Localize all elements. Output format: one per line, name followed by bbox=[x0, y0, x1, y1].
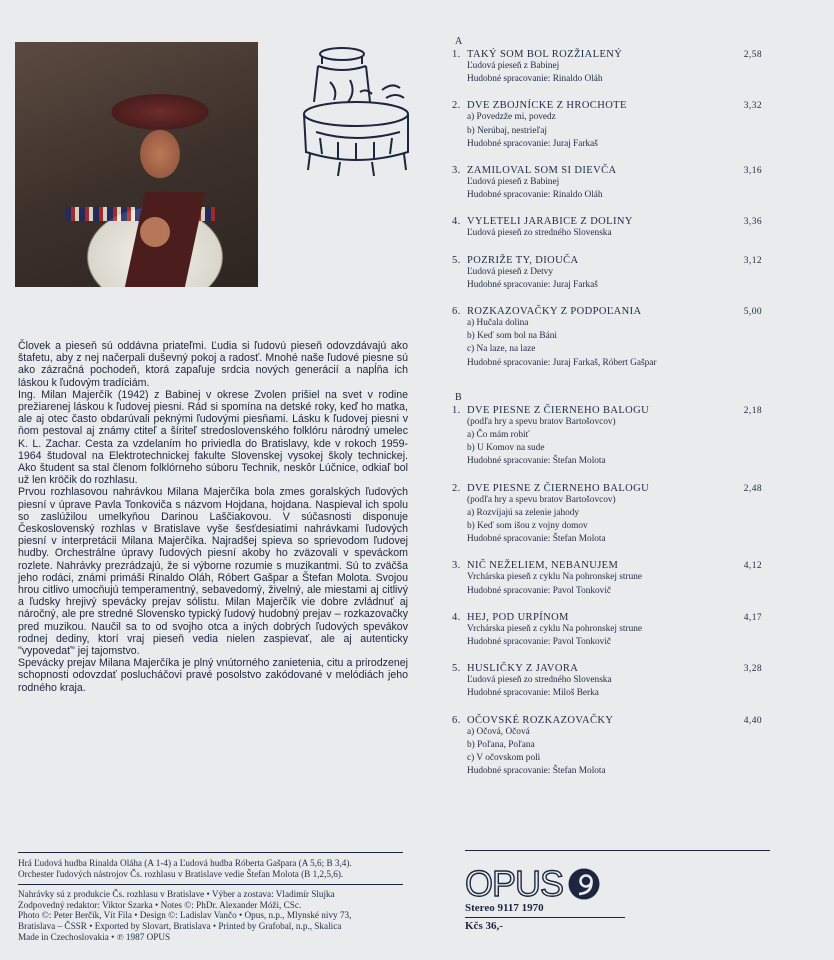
track-detail-line: a) Očová, Očová bbox=[467, 726, 530, 737]
track-title: NIČ NEŽELIEM, NEBANUJEM bbox=[467, 560, 619, 572]
track-detail-line: a) Čo mám robiť bbox=[467, 430, 530, 441]
track-header bbox=[452, 483, 782, 494]
track-detail-line: Hudobné spracovanie: Juraj Farkaš, Róbert Gašpar bbox=[467, 357, 657, 368]
track-detail-line: b) Keď som bol na Báni bbox=[467, 331, 557, 342]
opus-logo bbox=[465, 863, 601, 905]
track-title: TAKÝ SOM BOL ROZŽIALENÝ bbox=[467, 49, 623, 60]
track-title: HEJ, POD URPÍNOM bbox=[467, 611, 569, 623]
opus-logo-mark-icon bbox=[567, 867, 601, 901]
divider bbox=[18, 884, 403, 885]
track-item bbox=[452, 715, 782, 779]
track-number: 6. bbox=[452, 714, 461, 726]
track-number: 4. bbox=[452, 611, 461, 623]
track-item bbox=[452, 255, 782, 292]
track-title: DVE PIESNE Z ČIERNEHO BALOGU bbox=[467, 404, 650, 416]
track-number: 6. bbox=[452, 306, 461, 318]
credit-line: Bratislava – ČSSR • Exported by Slovart, Bratislava • Printed by Grafobal, n.p., Skalica bbox=[18, 920, 342, 931]
track-header bbox=[452, 663, 782, 674]
track-detail-line: Ľudová pieseň z Detvy bbox=[467, 266, 553, 277]
track-number: 3. bbox=[452, 560, 461, 572]
track-detail-line: Hudobné spracovanie: Juraj Farkaš bbox=[467, 138, 598, 149]
credit-line: Zodpovedný redaktor: Viktor Szarka • Notes ©: PhDr. Alexander Móži, CSc. bbox=[18, 899, 302, 910]
stove-sketch-illustration bbox=[300, 42, 412, 177]
track-number: 2. bbox=[452, 482, 461, 494]
track-header bbox=[452, 49, 782, 60]
track-number: 2. bbox=[452, 100, 461, 112]
track-title: ZAMILOVAL SOM SI DIEVČA bbox=[467, 165, 617, 177]
track-item bbox=[452, 612, 782, 649]
catalog-number: Stereo 9117 1970 bbox=[465, 902, 544, 914]
track-title: VYLETELI JARABICE Z DOLINY bbox=[467, 216, 633, 228]
track-detail-line: Ľudová pieseň z Babinej bbox=[467, 61, 560, 71]
track-title: DVE PIESNE Z ČIERNEHO BALOGU bbox=[467, 482, 650, 494]
credit-line: Orchester ľudových nástrojov Čs. rozhlasu v Bratislave vedie Štefan Molota (B 1,2,5,6). bbox=[18, 868, 344, 879]
track-number: 5. bbox=[452, 663, 461, 675]
track-duration: 3,36 bbox=[743, 217, 762, 228]
track-detail-line: Hudobné spracovanie: Miloš Berka bbox=[467, 688, 599, 699]
side-b-label: B bbox=[455, 391, 462, 403]
track-detail-line: Hudobné spracovanie: Štefan Molota bbox=[467, 534, 606, 545]
track-detail-line: c) V očovskom poli bbox=[467, 753, 541, 764]
track-item bbox=[452, 216, 782, 240]
track-item bbox=[452, 49, 782, 86]
track-detail-line: (podľa hry a spevu bratov Bartošovcov) bbox=[467, 416, 616, 427]
track-header bbox=[452, 165, 782, 176]
side-b-tracks bbox=[452, 405, 782, 779]
track-duration: 5,00 bbox=[743, 307, 762, 318]
liner-paragraph: Ing. Milan Majerčík (1942) z Babinej v okrese Zvolen prišiel na svet v rodine prežiarenej láskou k ľudovej piesni. Rád si spomína na detské roky, keď ho matka, ale aj otec často obdarúvali peknými ľudovými piesňami. Lásku k ľudovej piesni v ňom pestoval aj známy ctiteľ a šíriteľ stredoslovenského folklóru národný umelec K. L. Zachar. Cesta za vzdelaním ho priviedla do Bratislavy, kde v rokoch 1959-1964 študoval na Elektrotechnickej fakulte Slovenskej vysokej školy technickej. Ako študent sa stal členom folklórneho súboru Technik, neskôr Lúčnice, odkiaľ bol už len kröčik do rozhlasu. bbox=[18, 388, 408, 487]
track-header bbox=[452, 306, 782, 317]
track-detail-line: b) Poľana, Poľana bbox=[467, 739, 535, 750]
track-number: 4. bbox=[452, 216, 461, 228]
track-detail-line: (podľa hry a spevu bratov Bartošovcov) bbox=[467, 494, 616, 505]
track-header bbox=[452, 405, 782, 416]
track-duration: 2,18 bbox=[743, 405, 762, 416]
track-title: POZRIŽE TY, DIOUČA bbox=[467, 254, 579, 266]
track-number: 1. bbox=[452, 49, 461, 60]
liner-paragraph: Človek a pieseň sú oddávna priateľmi. Ľudia si ľudovú pieseň odovzdávajú ako štafetu, aby z nej načerpali duševný pokoj a radosť. Mnohé naše ľudové piesne sú ako zázračná pochodeň, ktorá zapaľuje srdcia nových generácií a napĺňa ich láskou k ľudovým tradíciám. bbox=[18, 340, 408, 389]
track-detail-line: Vrchárska pieseň z cyklu Na pohronskej strune bbox=[467, 572, 642, 583]
track-item bbox=[452, 560, 782, 597]
track-detail-line: Ľudová pieseň z Babinej bbox=[467, 177, 560, 188]
track-header bbox=[452, 560, 782, 571]
track-number: 5. bbox=[452, 254, 461, 266]
label-footer bbox=[465, 850, 770, 935]
track-duration: 3,12 bbox=[743, 255, 762, 266]
track-title: HUSLIČKY Z JAVORA bbox=[467, 663, 579, 675]
hand bbox=[140, 217, 170, 247]
track-header bbox=[452, 715, 782, 726]
track-duration: 3,32 bbox=[743, 101, 762, 112]
track-number: 1. bbox=[452, 404, 461, 416]
track-duration: 4,17 bbox=[743, 612, 762, 623]
track-detail-line: Hudobné spracovanie: Pavol Tonkovič bbox=[467, 637, 612, 648]
track-item bbox=[452, 405, 782, 469]
credit-line: Hrá Ľudová hudba Rinalda Oláha (A 1-4) a Ľudová hudba Róberta Gašpara (A 5,6; B 3,4). bbox=[18, 858, 352, 868]
track-detail-line: b) U Komov na sude bbox=[467, 443, 545, 454]
track-detail-line: b) Nerúbaj, nestrieľaj bbox=[467, 125, 547, 136]
divider bbox=[465, 917, 625, 918]
track-item bbox=[452, 306, 782, 370]
singer-photo bbox=[15, 42, 258, 287]
opus-logo-text: OPUS bbox=[465, 863, 564, 904]
track-header bbox=[452, 100, 782, 111]
track-detail-line: Hudobné spracovanie: Štefan Molota bbox=[467, 456, 606, 467]
track-duration: 3,16 bbox=[743, 166, 762, 177]
track-number: 3. bbox=[452, 165, 461, 177]
track-duration: 4,12 bbox=[743, 561, 762, 572]
track-detail-line: Hudobné spracovanie: Štefan Molota bbox=[467, 766, 606, 777]
track-detail-line: Vrchárska pieseň z cyklu Na pohronskej strune bbox=[467, 623, 642, 634]
credit-line: Made in Czechoslovakia • ℗ 1987 OPUS bbox=[18, 931, 171, 942]
liner-paragraph: Spevácky prejav Milana Majerčíka je plný vnútorného zanietenia, citu a prirodzenej schopnosti odovzdať poslucháčovi pravé posolstvo zakódované v melódiách jeho rodného kraja. bbox=[18, 657, 408, 694]
track-detail-line: a) Hučala dolina bbox=[467, 318, 529, 329]
track-detail-line: Hudobné spracovanie: Rinaldo Oláh bbox=[467, 190, 603, 201]
side-a-label: A bbox=[455, 36, 463, 47]
tracklist bbox=[452, 36, 782, 793]
track-duration: 2,58 bbox=[743, 50, 762, 60]
track-header bbox=[452, 216, 782, 227]
track-item bbox=[452, 100, 782, 151]
credit-line: Nahrávky sú z produkcie Čs. rozhlasu v Bratislave • Výber a zostava: Vladimír Slujka bbox=[18, 889, 335, 900]
track-detail-line: c) Na laze, na laze bbox=[467, 344, 536, 355]
track-item bbox=[452, 483, 782, 547]
track-duration: 2,48 bbox=[743, 483, 762, 494]
track-detail-line: b) Keď som išou z vojny domov bbox=[467, 521, 588, 532]
track-duration: 4,40 bbox=[743, 715, 762, 726]
track-item bbox=[452, 165, 782, 202]
credit-line: Photo ©: Peter Berčík, Vít Fila • Design ©: Ladislav Vančo • Opus, n.p., Mlynské nivy 73, bbox=[18, 910, 352, 921]
track-title: DVE ZBOJNÍCKE Z HROCHOTE bbox=[467, 100, 627, 112]
track-header bbox=[452, 612, 782, 623]
track-title: OČOVSKÉ ROZKAZOVAČKY bbox=[467, 714, 614, 726]
price: Kčs 36,- bbox=[465, 920, 503, 932]
track-title: ROZKAZOVAČKY Z PODPOĽANIA bbox=[467, 306, 642, 318]
liner-paragraph: Prvou rozhlasovou nahrávkou Milana Majerčíka bola zmes goralských ľudových piesní v úprave Pavla Tonkoviča s názvom Hojdana, hojdana. Naspieval ich spolu so zaslúžilou umelkyňou Darinou Laščiakovou. V súčasnosti disponuje Československý rozhlas v Bratislave vyše šesťdesiatimi nahrávkami ľudových piesní v interpretácii Milana Majerčíka. Najradšej spieva so sprievodom ľudovej hudby. Orchestrálne úpravy ľudových piesní akoby ho zväzovali v speváckom rozlete. Nahrávky prezrádzajú, že si výborne rozumie s muzikantmi. Sú to zväčša jeho rodáci, známi primáši Rinaldo Oláh, Róbert Gašpar a Štefan Molota. Svojou hrou citlivo umocňujú temperamentný, sebavedomý, živelný, ale miestami aj citlivý a ľudsky hrejivý spevácky prejav sólistu. Milan Majerčík vie dobre zvládnuť aj náročný, ale pre stredné Slovensko typický ľudový hudobný prejav – rozkazovačky pred muzikou. Naučil sa to od svojho otca a iných dobrých ľudových spevákov rodnej dediny, ktorí vraj pieseň vedia nielen zaspievať, ale aj autenticky "vypovedať" jej tajomstvo. bbox=[18, 486, 408, 658]
track-item bbox=[452, 663, 782, 700]
track-detail-line: a) Rozvíjajú sa zelenie jahody bbox=[467, 507, 580, 518]
track-detail-line: Hudobné spracovanie: Pavol Tonkovič bbox=[467, 585, 612, 596]
side-a-tracks bbox=[452, 49, 782, 370]
track-detail-line: Ľudová pieseň zo stredného Slovenska bbox=[467, 675, 612, 686]
track-detail-line: Hudobné spracovanie: Juraj Farkaš bbox=[467, 279, 598, 290]
track-detail-line: Hudobné spracovanie: Rinaldo Oláh bbox=[467, 74, 603, 85]
liner-notes bbox=[18, 340, 408, 694]
track-detail-line: a) Povedzže mi, povedz bbox=[467, 112, 556, 123]
divider bbox=[465, 850, 770, 851]
track-duration: 3,28 bbox=[743, 664, 762, 675]
track-detail-line: Ľudová pieseň zo stredného Slovenska bbox=[467, 228, 612, 239]
credits-block bbox=[18, 852, 403, 942]
track-header bbox=[452, 255, 782, 266]
